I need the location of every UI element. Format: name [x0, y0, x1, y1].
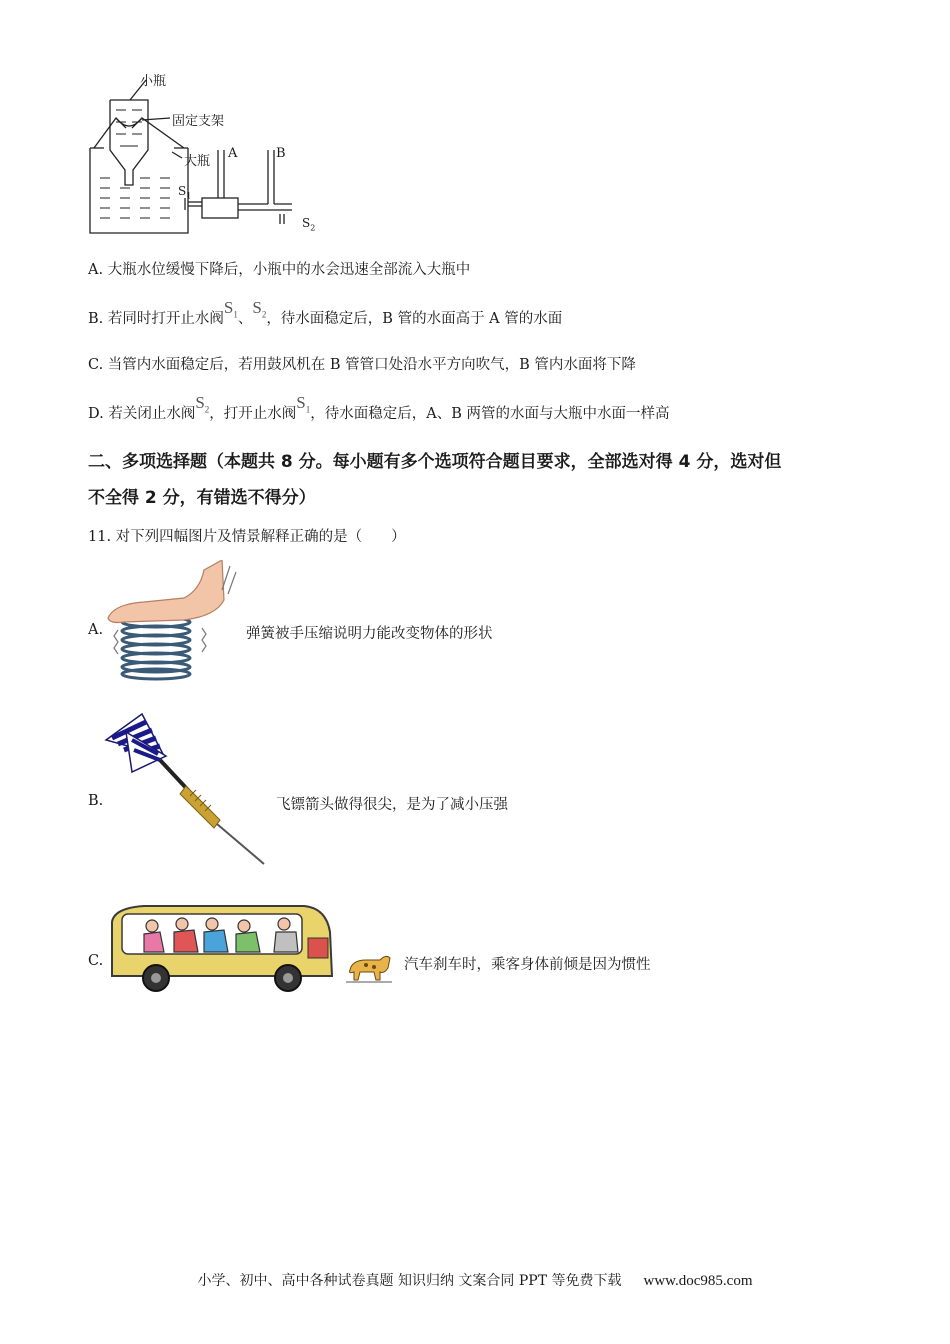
q11-option-a-letter: A. — [88, 622, 104, 638]
label-tube-a: A — [228, 146, 238, 161]
q10-option-c: C. 当管内水面稳定后，若用鼓风机在 B 管管口处沿水平方向吹气，B 管内水面将下降 — [88, 357, 636, 373]
valve-symbol-s2: $S_2$ — [252, 298, 267, 320]
bus-image — [104, 902, 344, 994]
q11-option-a-text: 弹簧被手压缩说明力能改变物体的形状 — [246, 626, 493, 642]
apparatus-figure — [80, 70, 340, 240]
q11-option-c-text: 汽车刹车时，乘客身体前倾是因为惯性 — [404, 957, 651, 973]
footer-text: 小学、初中、高中各种试卷真题 知识归纳 文案合同 PPT 等免费下载 — [197, 1273, 622, 1289]
q11-option-b-letter: B. — [88, 793, 104, 809]
q11-option-c-letter: C. — [88, 953, 104, 969]
valve-symbol-s1: $S_1$ — [223, 298, 238, 320]
valve-symbol-s2: $S_2$ — [195, 393, 210, 415]
label-tube-b: B — [276, 146, 286, 161]
footer-site-link[interactable]: www.doc985.com — [643, 1273, 753, 1289]
section-heading-line-2: 不全得 2 分，有错选不得分） — [88, 488, 316, 508]
q10-option-a: A. 大瓶水位缓慢下降后，小瓶中的水会迅速全部流入大瓶中 — [88, 262, 471, 278]
dog-image — [344, 948, 394, 984]
label-valve-s1: $S_1$ — [178, 184, 192, 201]
q10-option-d: D. 若关闭止水阀$S_2$，打开止水阀$S_1$，待水面稳定后，A、B 两管的水面与大瓶中水面一样高 — [88, 393, 670, 422]
valve-symbol-s1: $S_1$ — [296, 393, 311, 415]
q11-option-b-text: 飞镖箭头做得很尖，是为了减小压强 — [276, 797, 508, 813]
page-footer — [0, 1270, 950, 1290]
label-small-bottle: 小瓶 — [140, 74, 167, 89]
dart-image — [102, 712, 272, 868]
q10-option-b: B. 若同时打开止水阀$S_1$、$S_2$，待水面稳定后，B 管的水面高于 A 管的水面 — [88, 298, 563, 327]
label-big-bottle: 大瓶 — [184, 154, 211, 169]
q11-stem: 11. 对下列四幅图片及情景解释正确的是（ ） — [88, 529, 406, 545]
section-heading-line-1: 二、多项选择题（本题共 8 分。每小题有多个选项符合题目要求，全部选对得 4 分，选对但 — [88, 452, 782, 472]
label-bracket: 固定支架 — [172, 114, 225, 129]
label-valve-s2: $S_2$ — [302, 216, 316, 233]
spring-hand-image — [104, 560, 244, 682]
